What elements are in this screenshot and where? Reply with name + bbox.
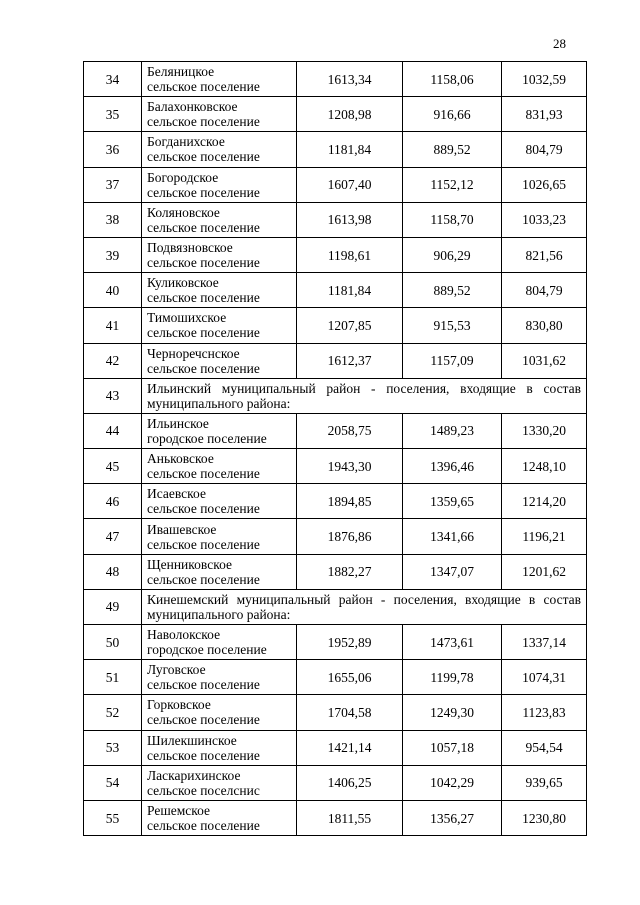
value-3: 1033,23 [502, 202, 587, 237]
value-2: 1057,18 [403, 730, 502, 765]
table-row [84, 273, 587, 308]
row-number: 53 [84, 730, 142, 765]
value-3: 1074,31 [502, 660, 587, 695]
settlement-name [142, 62, 297, 97]
row-number: 38 [84, 202, 142, 237]
settlement-name [142, 554, 297, 589]
row-number: 50 [84, 625, 142, 660]
value-3: 1032,59 [502, 62, 587, 97]
settlement-name [142, 800, 297, 835]
section-heading: Кинешемский муниципальный район - поселения, входящие в состав муниципального района: [142, 589, 587, 624]
row-number: 36 [84, 132, 142, 167]
settlement-name-line1: Куликовское [147, 275, 219, 291]
settlement-name-line2: сельское поселение [147, 536, 260, 552]
settlement-name [142, 273, 297, 308]
value-3: 1248,10 [502, 449, 587, 484]
value-2: 1158,70 [403, 202, 502, 237]
value-3: 1026,65 [502, 167, 587, 202]
value-3: 830,80 [502, 308, 587, 343]
settlement-name-line2: сельское поселение [147, 79, 260, 95]
row-number: 43 [84, 378, 142, 413]
value-3: 1201,62 [502, 554, 587, 589]
table-row [84, 343, 587, 378]
settlement-name-line2: сельское поселение [147, 677, 260, 693]
table-row [84, 730, 587, 765]
settlement-name [142, 765, 297, 800]
row-number: 48 [84, 554, 142, 589]
table-row [84, 97, 587, 132]
table-row [84, 660, 587, 695]
table-row [84, 765, 587, 800]
settlement-name-line1: Богородское [147, 169, 219, 185]
value-1: 2058,75 [297, 413, 403, 448]
table-row [84, 167, 587, 202]
table-row [84, 202, 587, 237]
settlement-name-line1: Луговское [147, 662, 206, 678]
value-3: 939,65 [502, 765, 587, 800]
settlement-name [142, 695, 297, 730]
settlement-name-line2: сельское поселение [147, 571, 260, 587]
value-2: 1199,78 [403, 660, 502, 695]
settlement-name [142, 308, 297, 343]
value-1: 1943,30 [297, 449, 403, 484]
row-number: 35 [84, 97, 142, 132]
settlement-name-line1: Шилекшинское [147, 732, 237, 748]
settlement-name-line1: Горковское [147, 697, 211, 713]
settlement-name-line2: сельское поселение [147, 219, 260, 235]
value-3: 954,54 [502, 730, 587, 765]
settlement-name [142, 449, 297, 484]
settlement-name-line1: Коляновское [147, 204, 220, 220]
value-2: 1157,09 [403, 343, 502, 378]
settlement-name-line1: Исаевское [147, 486, 206, 502]
table-row [84, 625, 587, 660]
value-1: 1421,14 [297, 730, 403, 765]
value-2: 915,53 [403, 308, 502, 343]
settlement-name-line2: сельское поселение [147, 184, 260, 200]
settlement-name [142, 625, 297, 660]
value-3: 1337,14 [502, 625, 587, 660]
settlement-name-line2: сельское поселение [147, 114, 260, 130]
value-2: 1347,07 [403, 554, 502, 589]
row-number: 45 [84, 449, 142, 484]
row-number: 51 [84, 660, 142, 695]
settlement-name-line1: Богданихское [147, 134, 225, 150]
row-number: 40 [84, 273, 142, 308]
table-body [84, 62, 587, 836]
settlement-name [142, 202, 297, 237]
value-2: 1473,61 [403, 625, 502, 660]
table-row [84, 62, 587, 97]
settlement-name-line1: Щенниковское [147, 556, 232, 572]
value-2: 1249,30 [403, 695, 502, 730]
settlement-name-line2: сельское поселение [147, 818, 260, 834]
value-3: 804,79 [502, 132, 587, 167]
value-2: 1158,06 [403, 62, 502, 97]
value-1: 1952,89 [297, 625, 403, 660]
settlement-name-line2: сельское поселение [147, 712, 260, 728]
settlement-name-line2: сельское поселение [147, 290, 260, 306]
table-row [84, 413, 587, 448]
table-row [84, 308, 587, 343]
value-3: 831,93 [502, 97, 587, 132]
value-1: 1882,27 [297, 554, 403, 589]
row-number: 49 [84, 589, 142, 624]
settlement-name [142, 484, 297, 519]
table-row [84, 589, 587, 624]
settlement-name-line1: Наволокское [147, 627, 221, 643]
value-1: 1181,84 [297, 132, 403, 167]
value-2: 1152,12 [403, 167, 502, 202]
settlement-name-line2: сельское поселение [147, 747, 260, 763]
section-heading: Ильинский муниципальный район - поселения, входящие в состав муниципального района: [142, 378, 587, 413]
value-2: 906,29 [403, 237, 502, 272]
value-3: 1196,21 [502, 519, 587, 554]
settlement-name [142, 132, 297, 167]
value-1: 1655,06 [297, 660, 403, 695]
settlement-name-line1: Подвязновское [147, 240, 233, 256]
row-number: 39 [84, 237, 142, 272]
value-2: 889,52 [403, 273, 502, 308]
value-2: 889,52 [403, 132, 502, 167]
settlement-name [142, 519, 297, 554]
value-2: 1356,27 [403, 800, 502, 835]
value-1: 1876,86 [297, 519, 403, 554]
table-row [84, 449, 587, 484]
table-row [84, 484, 587, 519]
table-row [84, 237, 587, 272]
settlement-name-line2: городское поселение [147, 642, 267, 658]
value-3: 821,56 [502, 237, 587, 272]
value-3: 1230,80 [502, 800, 587, 835]
value-2: 1489,23 [403, 413, 502, 448]
table-row [84, 695, 587, 730]
value-2: 1396,46 [403, 449, 502, 484]
settlement-name [142, 97, 297, 132]
settlement-name-line1: Тимошихское [147, 310, 227, 326]
row-number: 47 [84, 519, 142, 554]
settlement-name [142, 730, 297, 765]
settlement-name-line1: Аньковское [147, 451, 214, 467]
settlement-name-line2: сельское поселение [147, 501, 260, 517]
value-1: 1607,40 [297, 167, 403, 202]
table-row [84, 519, 587, 554]
settlement-name-line1: Беляницкое [147, 64, 215, 80]
settlement-name-line2: городское поселение [147, 430, 267, 446]
value-3: 1031,62 [502, 343, 587, 378]
value-1: 1406,25 [297, 765, 403, 800]
value-3: 1214,20 [502, 484, 587, 519]
settlement-name-line1: Решемское [147, 803, 211, 819]
row-number: 55 [84, 800, 142, 835]
value-1: 1612,37 [297, 343, 403, 378]
row-number: 44 [84, 413, 142, 448]
table-row [84, 132, 587, 167]
table-row [84, 378, 587, 413]
settlement-name-line1: Ласкарихинское [147, 767, 241, 783]
settlement-name-line1: Ивашевское [147, 521, 217, 537]
value-2: 1359,65 [403, 484, 502, 519]
value-1: 1613,98 [297, 202, 403, 237]
settlement-name-line1: Черноречснское [147, 345, 240, 361]
value-1: 1207,85 [297, 308, 403, 343]
settlement-name-line2: сельское поселснис [147, 782, 260, 798]
row-number: 37 [84, 167, 142, 202]
value-3: 1330,20 [502, 413, 587, 448]
row-number: 41 [84, 308, 142, 343]
settlement-name-line2: сельское поселение [147, 149, 260, 165]
table-row [84, 800, 587, 835]
value-1: 1811,55 [297, 800, 403, 835]
settlement-name-line2: сельское поселение [147, 255, 260, 271]
settlement-name-line1: Ильинское [147, 415, 209, 431]
value-2: 1341,66 [403, 519, 502, 554]
row-number: 52 [84, 695, 142, 730]
settlement-name [142, 343, 297, 378]
value-1: 1704,58 [297, 695, 403, 730]
value-1: 1208,98 [297, 97, 403, 132]
settlement-name-line2: сельское поселение [147, 360, 260, 376]
value-1: 1198,61 [297, 237, 403, 272]
row-number: 46 [84, 484, 142, 519]
settlement-name-line2: сельское поселение [147, 325, 260, 341]
settlement-name [142, 237, 297, 272]
row-number: 54 [84, 765, 142, 800]
settlement-name-line1: Балахонковское [147, 99, 238, 115]
value-1: 1894,85 [297, 484, 403, 519]
value-1: 1613,34 [297, 62, 403, 97]
settlement-name [142, 167, 297, 202]
row-number: 42 [84, 343, 142, 378]
page-number: 28 [553, 36, 566, 51]
value-1: 1181,84 [297, 273, 403, 308]
settlement-name [142, 413, 297, 448]
settlement-name-line2: сельское поселение [147, 466, 260, 482]
row-number: 34 [84, 62, 142, 97]
table-row [84, 554, 587, 589]
value-3: 1123,83 [502, 695, 587, 730]
value-2: 916,66 [403, 97, 502, 132]
data-table [83, 61, 587, 836]
value-2: 1042,29 [403, 765, 502, 800]
value-3: 804,79 [502, 273, 587, 308]
settlement-name [142, 660, 297, 695]
